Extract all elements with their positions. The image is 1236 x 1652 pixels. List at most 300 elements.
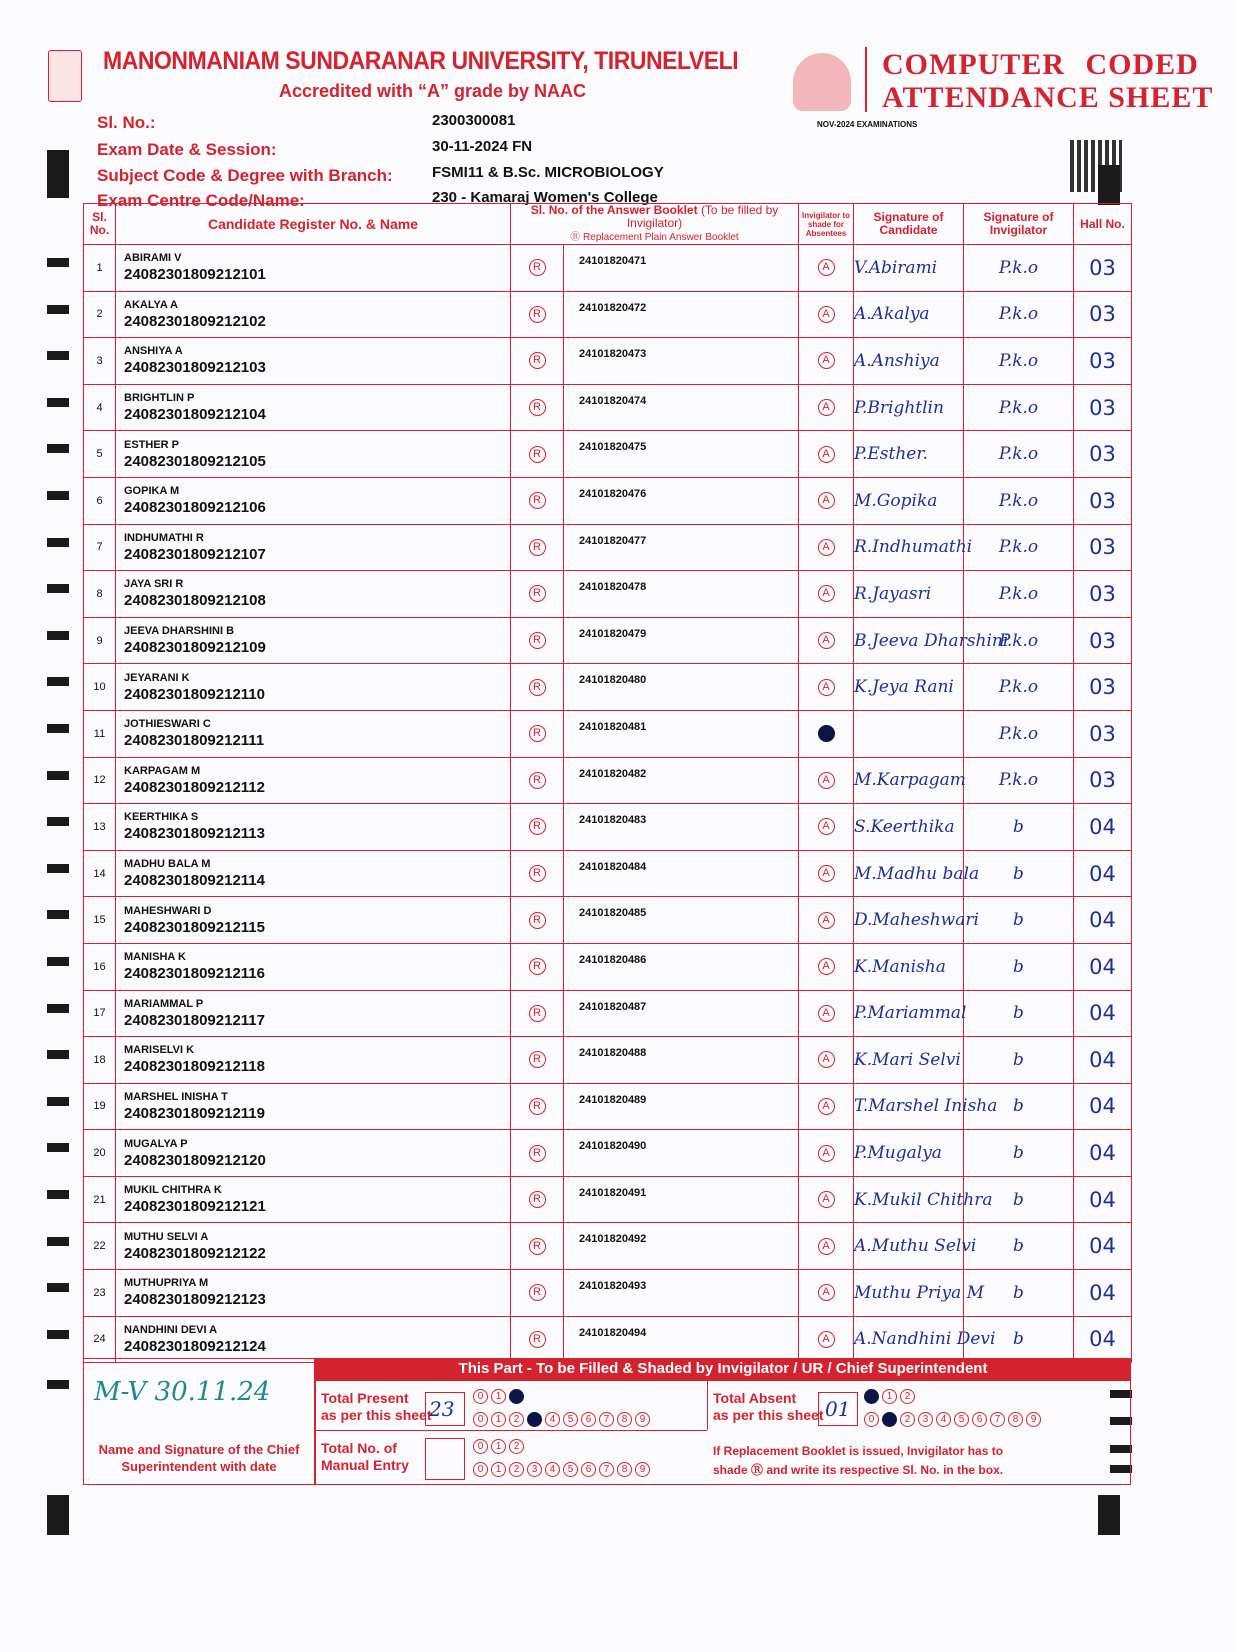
register-number: 24082301809212121 (124, 1198, 266, 1216)
candidate-cell (116, 524, 511, 571)
invigilator-signature: P.k.o (964, 477, 1074, 524)
candidate-signature: K.Mukil Chithra (854, 1176, 964, 1223)
row-sl: 3 (84, 338, 116, 385)
candidate-cell (116, 897, 511, 944)
invigilator-signature: b (964, 1223, 1074, 1270)
hall-number: 04 (1074, 850, 1132, 897)
candidate-name: MARIAMMAL P (124, 997, 204, 1010)
replacement-bubble[interactable]: R (529, 958, 546, 975)
table-row (84, 1270, 1132, 1317)
digit-bubble[interactable] (882, 1412, 897, 1427)
booklet-number[interactable]: 24101820489 (564, 1083, 799, 1130)
booklet-number[interactable]: 24101820471 (564, 245, 799, 292)
candidate-cell (116, 384, 511, 431)
candidate-signature: B.Jeeva Dharshini (854, 617, 964, 664)
subject-value: FSMI11 & B.Sc. MICROBIOLOGY (432, 164, 664, 181)
absent-cell (799, 245, 854, 292)
absent-cell (799, 338, 854, 385)
candidate-signature: K.Mari Selvi (854, 1037, 964, 1084)
digit-bubble[interactable]: 8 (1008, 1412, 1023, 1427)
digit-bubble[interactable]: 2 (509, 1462, 524, 1477)
table-row (84, 291, 1132, 338)
digit-bubble[interactable]: 0 (864, 1412, 879, 1427)
digit-bubble[interactable]: 6 (581, 1412, 596, 1427)
digit-bubble[interactable] (527, 1412, 542, 1427)
digit-bubble[interactable]: 4 (545, 1462, 560, 1477)
candidate-cell (116, 617, 511, 664)
candidate-cell (116, 571, 511, 618)
digit-bubble[interactable]: 9 (635, 1462, 650, 1477)
absent-bubble[interactable]: A (818, 1005, 835, 1022)
digit-bubble[interactable]: 0 (473, 1412, 488, 1427)
absent-bubble[interactable]: A (818, 1238, 835, 1255)
candidate-signature: T.Marshel Inisha (854, 1083, 964, 1130)
absent-bubble[interactable]: A (818, 1331, 835, 1348)
registration-mark (1098, 1495, 1120, 1535)
absent-bubble[interactable]: A (818, 352, 835, 369)
timing-mark (47, 864, 69, 873)
booklet-note: (To be filled by Invigilator) (626, 203, 779, 230)
absent-bubble[interactable]: A (818, 1145, 835, 1162)
booklet-number[interactable]: 24101820479 (564, 617, 799, 664)
absent-bubble[interactable]: A (818, 865, 835, 882)
replacement-bubble[interactable]: R (529, 539, 546, 556)
candidate-name: KARPAGAM M (124, 764, 201, 777)
absent-tens-bubbles[interactable] (864, 1386, 918, 1404)
register-number: 24082301809212101 (124, 266, 266, 284)
absent-cell (799, 431, 854, 478)
candidate-signature (854, 710, 964, 757)
digit-bubble[interactable]: 1 (491, 1389, 506, 1404)
absent-bubble[interactable]: A (818, 306, 835, 323)
absent-cell (799, 1316, 854, 1363)
candidate-name: BRIGHTLIN P (124, 392, 195, 405)
candidate-cell (116, 1223, 511, 1270)
digit-bubble[interactable]: 6 (972, 1412, 987, 1427)
booklet-number[interactable]: 24101820482 (564, 757, 799, 804)
table-row (84, 1083, 1132, 1130)
exam-period: NOV-2024 EXAMINATIONS (817, 120, 918, 129)
replacement-cell (511, 664, 564, 711)
row-sl: 21 (84, 1176, 116, 1223)
replacement-cell (511, 1130, 564, 1177)
replacement-bubble[interactable]: R (529, 1051, 546, 1068)
digit-bubble[interactable]: 2 (900, 1412, 915, 1427)
booklet-number[interactable]: 24101820486 (564, 943, 799, 990)
absent-cell (799, 291, 854, 338)
replacement-cell (511, 1176, 564, 1223)
digit-bubble[interactable]: 5 (563, 1412, 578, 1427)
timing-mark (47, 1097, 69, 1106)
digit-bubble[interactable]: 4 (936, 1412, 951, 1427)
register-number: 24082301809212111 (124, 732, 265, 750)
replacement-bubble[interactable]: R (529, 1005, 546, 1022)
table-row (84, 990, 1132, 1037)
hall-number: 03 (1074, 617, 1132, 664)
absent-bubble[interactable]: A (818, 818, 835, 835)
replacement-instruction-line1: If Replacement Booklet is issued, Invigilator has to (713, 1444, 1004, 1458)
row-sl: 19 (84, 1083, 116, 1130)
booklet-number[interactable]: 24101820488 (564, 1037, 799, 1084)
booklet-number[interactable]: 24101820473 (564, 338, 799, 385)
booklet-number[interactable]: 24101820485 (564, 897, 799, 944)
timing-mark (47, 305, 69, 314)
replacement-cell (511, 943, 564, 990)
accreditation: Accredited with “A” grade by NAAC (279, 81, 587, 101)
absent-bubble[interactable]: A (818, 772, 835, 789)
timing-mark (47, 444, 69, 453)
candidate-signature: M.Gopika (854, 477, 964, 524)
candidate-signature: Muthu Priya M (854, 1270, 964, 1317)
row-sl: 8 (84, 571, 116, 618)
booklet-number[interactable]: 24101820491 (564, 1176, 799, 1223)
col-candidate: Candidate Register No. & Name (116, 204, 511, 245)
booklet-number[interactable]: 24101820487 (564, 990, 799, 1037)
sheet-title-line1: COMPUTER CODED (882, 48, 1199, 81)
booklet-number[interactable]: 24101820493 (564, 1270, 799, 1317)
absent-bubble[interactable]: A (818, 446, 835, 463)
absent-bubble[interactable]: A (818, 585, 835, 602)
manual-entry-label (321, 1440, 409, 1474)
register-number: 24082301809212118 (124, 1058, 265, 1076)
row-sl: 17 (84, 990, 116, 1037)
total-present-field[interactable]: 23 (425, 1392, 465, 1426)
digit-bubble[interactable]: 0 (473, 1462, 488, 1477)
hall-number: 03 (1074, 571, 1132, 618)
absent-cell (799, 571, 854, 618)
candidate-name: JEEVA DHARSHINI B (124, 625, 235, 638)
timing-mark (47, 957, 69, 966)
invigilator-signature: b (964, 897, 1074, 944)
candidate-cell (116, 1176, 511, 1223)
candidate-cell (116, 1270, 511, 1317)
sl-value: 2300300081 (432, 112, 516, 129)
replacement-cell (511, 897, 564, 944)
hall-number: 04 (1074, 1176, 1132, 1223)
candidate-name: MUTHU SELVI A (124, 1230, 209, 1243)
replacement-bubble[interactable]: R (529, 585, 546, 602)
replacement-bubble[interactable]: R (529, 865, 546, 882)
booklet-number[interactable]: 24101820492 (564, 1223, 799, 1270)
candidate-signature: A.Anshiya (854, 338, 964, 385)
replacement-bubble[interactable]: R (529, 912, 546, 929)
absent-bubble[interactable] (818, 725, 835, 742)
digit-bubble[interactable]: 1 (491, 1462, 506, 1477)
booklet-number[interactable]: 24101820477 (564, 524, 799, 571)
register-number: 24082301809212109 (124, 639, 266, 657)
replacement-cell (511, 990, 564, 1037)
replacement-cell (511, 617, 564, 664)
absent-bubble[interactable]: A (818, 492, 835, 509)
table-row (84, 710, 1132, 757)
absent-bubble[interactable]: A (818, 958, 835, 975)
candidate-signature: P.Brightlin (854, 384, 964, 431)
hall-number: 03 (1074, 291, 1132, 338)
absent-bubble[interactable]: A (818, 1051, 835, 1068)
digit-bubble[interactable]: 9 (1026, 1412, 1041, 1427)
absent-bubble[interactable]: A (818, 1098, 835, 1115)
candidate-cell (116, 338, 511, 385)
booklet-number[interactable]: 24101820481 (564, 710, 799, 757)
absent-cell (799, 1037, 854, 1084)
timing-mark (47, 538, 69, 547)
replacement-bubble[interactable]: R (529, 1191, 546, 1208)
table-row (84, 850, 1132, 897)
digit-bubble[interactable]: 1 (882, 1389, 897, 1404)
row-sl: 4 (84, 384, 116, 431)
centre-label: Exam Centre Code/Name: (97, 191, 305, 210)
candidate-signature: P.Mugalya (854, 1130, 964, 1177)
absent-bubble[interactable]: A (818, 679, 835, 696)
timing-mark (47, 677, 69, 686)
total-present-line1: Total Present (321, 1390, 409, 1406)
digit-bubble[interactable]: 8 (617, 1462, 632, 1477)
digit-bubble[interactable]: 7 (599, 1412, 614, 1427)
booklet-number[interactable]: 24101820476 (564, 477, 799, 524)
timing-mark (47, 1237, 69, 1246)
replacement-cell (511, 291, 564, 338)
table-row (84, 571, 1132, 618)
replacement-bubble[interactable]: R (529, 1284, 546, 1301)
replacement-bubble[interactable]: R (529, 1145, 546, 1162)
hall-number: 03 (1074, 524, 1132, 571)
hall-number: 04 (1074, 1223, 1132, 1270)
candidate-name: KEERTHIKA S (124, 811, 199, 824)
register-number: 24082301809212110 (124, 685, 265, 703)
absent-cell (799, 617, 854, 664)
absent-cell (799, 757, 854, 804)
register-number: 24082301809212117 (124, 1011, 265, 1029)
invigilator-signature: P.k.o (964, 617, 1074, 664)
candidate-signature: P.Mariammal (854, 990, 964, 1037)
total-absent-line1: Total Absent (713, 1390, 797, 1406)
booklet-number[interactable]: 24101820484 (564, 850, 799, 897)
replacement-bubble[interactable]: R (529, 1238, 546, 1255)
replacement-bubble[interactable]: R (529, 1098, 546, 1115)
candidate-name: ESTHER P (124, 438, 180, 451)
register-number: 24082301809212112 (124, 778, 265, 796)
booklet-number[interactable]: 24101820490 (564, 1130, 799, 1177)
register-number: 24082301809212106 (124, 499, 266, 517)
candidate-name: MARSHEL INISHA T (124, 1090, 228, 1103)
candidate-cell (116, 710, 511, 757)
invigilator-signature: P.k.o (964, 571, 1074, 618)
invigilator-signature: b (964, 1270, 1074, 1317)
chief-label: Name and Signature of the Chief Superintendent with date (98, 1442, 300, 1474)
absent-cell (799, 1270, 854, 1317)
replacement-note: Ⓡ Replacement Plain Answer Booklet (570, 232, 739, 243)
row-sl: 7 (84, 524, 116, 571)
candidate-name: ABIRAMI V (124, 252, 182, 265)
replacement-bubble[interactable]: R (529, 446, 546, 463)
candidate-signature: P.Esther. (854, 431, 964, 478)
replacement-bubble[interactable]: R (529, 399, 546, 416)
total-absent-field[interactable]: 01 (818, 1392, 858, 1426)
absent-bubble[interactable]: A (818, 632, 835, 649)
absent-cell (799, 1130, 854, 1177)
founder-portrait (793, 53, 851, 111)
candidate-signature: M.Madhu bala (854, 850, 964, 897)
hall-number: 04 (1074, 1270, 1132, 1317)
row-sl: 23 (84, 1270, 116, 1317)
digit-bubble[interactable]: 7 (599, 1462, 614, 1477)
row-sl: 2 (84, 291, 116, 338)
sheet-title-line2: ATTENDANCE SHEET (882, 81, 1214, 114)
digit-bubble[interactable]: 6 (581, 1462, 596, 1477)
invigilator-signature: b (964, 1130, 1074, 1177)
candidate-name: ANSHIYA A (124, 345, 183, 358)
booklet-number[interactable]: 24101820475 (564, 431, 799, 478)
booklet-number[interactable]: 24101820474 (564, 384, 799, 431)
hall-number: 03 (1074, 710, 1132, 757)
hall-number: 03 (1074, 431, 1132, 478)
invigilator-signature: b (964, 804, 1074, 851)
col-sl: Sl. No. (84, 204, 116, 245)
digit-bubble[interactable]: 3 (527, 1462, 542, 1477)
digit-bubble[interactable]: 1 (491, 1439, 506, 1454)
absent-bubble[interactable]: A (818, 912, 835, 929)
digit-bubble[interactable]: 5 (954, 1412, 969, 1427)
total-absent-line2: as per this sheet (713, 1407, 824, 1423)
digit-bubble[interactable]: 1 (491, 1412, 506, 1427)
booklet-number[interactable]: 24101820494 (564, 1316, 799, 1363)
registration-mark (1098, 165, 1120, 205)
candidate-signature: D.Maheshwari (854, 897, 964, 944)
table-row (84, 1130, 1132, 1177)
hall-number: 04 (1074, 1083, 1132, 1130)
replacement-bubble[interactable]: R (529, 1331, 546, 1348)
absent-bubble[interactable]: A (818, 1191, 835, 1208)
invigilator-signature: b (964, 1037, 1074, 1084)
table-row (84, 1176, 1132, 1223)
hall-number: 04 (1074, 990, 1132, 1037)
replacement-cell (511, 384, 564, 431)
absent-cell (799, 1083, 854, 1130)
replacement-cell (511, 1037, 564, 1084)
hall-number: 03 (1074, 338, 1132, 385)
digit-bubble[interactable]: 2 (900, 1389, 915, 1404)
invigilator-signature: P.k.o (964, 757, 1074, 804)
col-sig-invigilator: Signature of Invigilator (964, 204, 1074, 245)
absent-cell (799, 710, 854, 757)
absent-bubble[interactable]: A (818, 399, 835, 416)
booklet-heading: Sl. No. of the Answer Booklet (530, 203, 698, 217)
col-absentees: Invigilator to shade for Absentees (799, 204, 854, 245)
digit-bubble[interactable]: 5 (563, 1462, 578, 1477)
replacement-bubble[interactable]: R (529, 259, 546, 276)
invigilator-signature: P.k.o (964, 524, 1074, 571)
digit-bubble[interactable]: 7 (990, 1412, 1005, 1427)
candidate-name: JOTHIESWARI C (124, 718, 211, 731)
digit-bubble[interactable]: 2 (509, 1412, 524, 1427)
manual-entry-line2: Manual Entry (321, 1457, 409, 1473)
digit-bubble[interactable] (864, 1389, 879, 1404)
replacement-bubble[interactable]: R (529, 679, 546, 696)
digit-bubble[interactable]: 4 (545, 1412, 560, 1427)
replacement-cell (511, 1270, 564, 1317)
table-row (84, 477, 1132, 524)
candidate-cell (116, 850, 511, 897)
absent-units-bubbles[interactable] (864, 1409, 1044, 1427)
candidate-name: JAYA SRI R (124, 578, 184, 591)
manual-units-bubbles[interactable] (473, 1459, 653, 1477)
invigilator-signature: b (964, 943, 1074, 990)
replacement-cell (511, 850, 564, 897)
absent-cell (799, 804, 854, 851)
booklet-number[interactable]: 24101820483 (564, 804, 799, 851)
candidate-name: MUGALYA P (124, 1137, 188, 1150)
candidate-name: MARISELVI K (124, 1044, 195, 1057)
candidate-signature: K.Manisha (854, 943, 964, 990)
digit-bubble[interactable]: 0 (473, 1439, 488, 1454)
candidate-cell (116, 291, 511, 338)
chief-superintendent-box (83, 1358, 315, 1485)
replacement-bubble[interactable]: R (529, 306, 546, 323)
replacement-bubble[interactable]: R (529, 772, 546, 789)
present-units-bubbles[interactable] (473, 1409, 653, 1427)
replacement-cell (511, 1223, 564, 1270)
hall-number: 04 (1074, 1037, 1132, 1084)
absent-cell (799, 664, 854, 711)
replacement-bubble[interactable]: R (529, 352, 546, 369)
absent-bubble[interactable]: A (818, 539, 835, 556)
date-value: 30-11-2024 FN (432, 138, 533, 155)
manual-entry-line1: Total No. of (321, 1440, 397, 1456)
timing-mark (47, 724, 69, 733)
register-number: 24082301809212113 (124, 825, 265, 843)
booklet-number[interactable]: 24101820472 (564, 291, 799, 338)
absent-bubble[interactable]: A (818, 1284, 835, 1301)
invigilator-banner: This Part - To be Filled & Shaded by Invigilator / UR / Chief Superintendent (315, 1358, 1131, 1380)
candidate-cell (116, 1083, 511, 1130)
manual-entry-field[interactable] (425, 1438, 465, 1480)
candidate-signature: M.Karpagam (854, 757, 964, 804)
booklet-number[interactable]: 24101820478 (564, 571, 799, 618)
hall-number: 03 (1074, 245, 1132, 292)
digit-bubble[interactable]: 8 (617, 1412, 632, 1427)
timing-mark (47, 584, 69, 593)
table-row (84, 1037, 1132, 1084)
invigilator-signature: P.k.o (964, 291, 1074, 338)
replacement-bubble[interactable]: R (529, 632, 546, 649)
total-present-label (321, 1390, 432, 1424)
timing-mark (47, 1190, 69, 1199)
booklet-number[interactable]: 24101820480 (564, 664, 799, 711)
digit-bubble[interactable]: 0 (473, 1389, 488, 1404)
manual-tens-bubbles[interactable] (473, 1436, 527, 1454)
date-label: Exam Date & Session: (97, 140, 277, 159)
digit-bubble[interactable]: 3 (918, 1412, 933, 1427)
digit-bubble[interactable]: 2 (509, 1439, 524, 1454)
digit-bubble[interactable] (509, 1389, 524, 1404)
sheet-title (882, 48, 1213, 114)
invigilator-signature: P.k.o (964, 431, 1074, 478)
candidate-signature: R.Jayasri (854, 571, 964, 618)
row-sl: 5 (84, 431, 116, 478)
digit-bubble[interactable]: 9 (635, 1412, 650, 1427)
replacement-bubble[interactable]: R (529, 818, 546, 835)
candidate-cell (116, 431, 511, 478)
timing-mark (47, 351, 69, 360)
invigilator-signature: b (964, 990, 1074, 1037)
replacement-bubble[interactable]: R (529, 725, 546, 742)
present-tens-bubbles[interactable] (473, 1386, 527, 1404)
invigilator-signature: P.k.o (964, 384, 1074, 431)
replacement-bubble[interactable]: R (529, 492, 546, 509)
replacement-instruction (713, 1442, 1003, 1480)
absent-bubble[interactable]: A (818, 259, 835, 276)
col-sig-candidate: Signature of Candidate (854, 204, 964, 245)
